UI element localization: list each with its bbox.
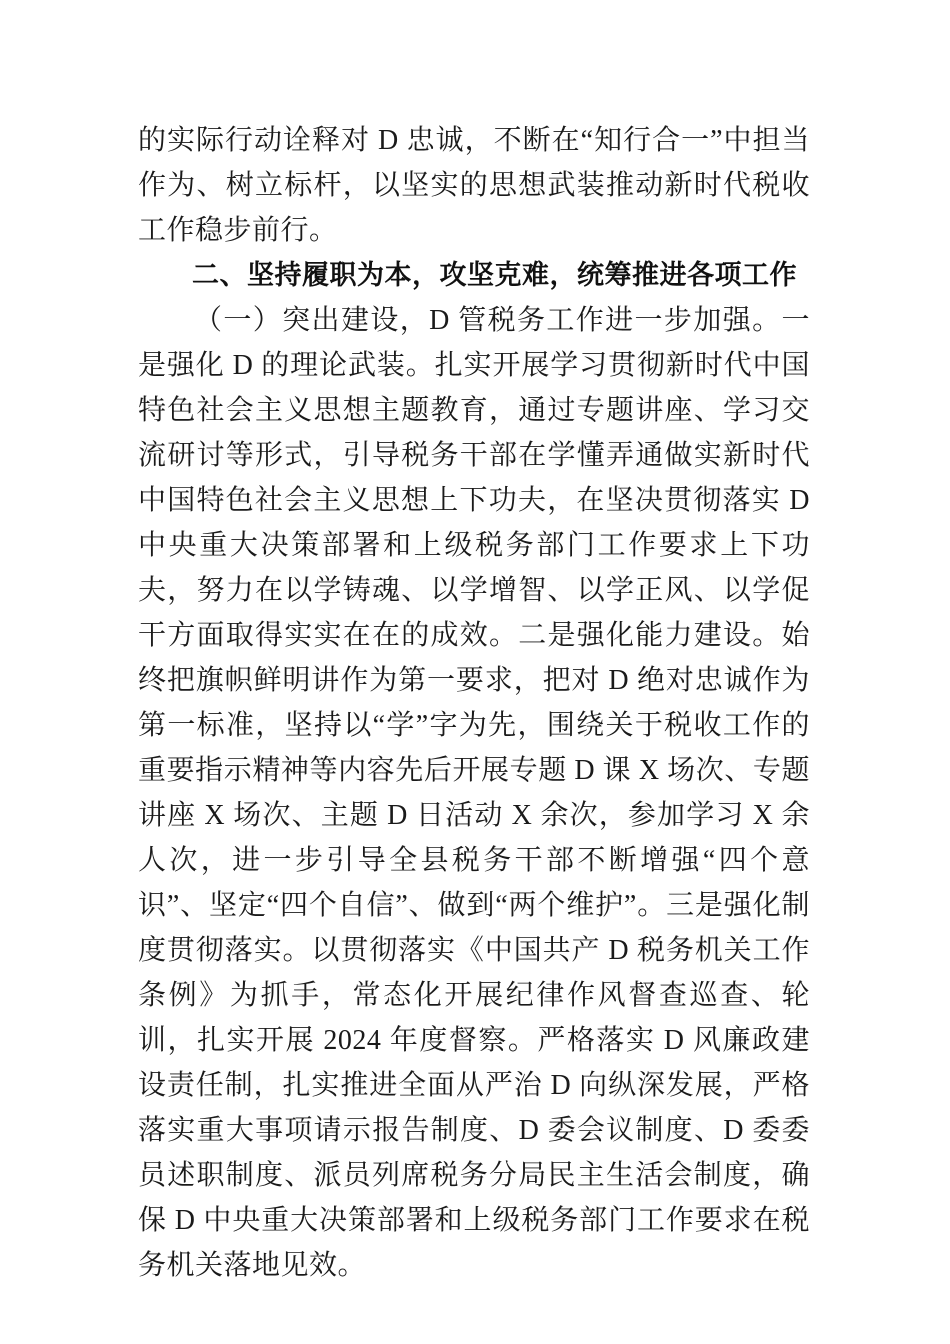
paragraph-body: （一）突出建设，D 管税务工作进一步加强。一是强化 D 的理论武装。扎实开展学习贯彻新时代中国特色社会主义思想主题教育，通过专题讲座、学习交流研讨等形式，引导税务干部在学懂弄通做实新时代中国特色社会主义思想上下功夫，在坚决贯彻落实 D 中央重大决策部署和上级税务部门工作要求上下功夫，努力在以学铸魂、以学增智、以学正风、以学促干方面取得实实在在的成效。二是强化能力建设。始终把旗帜鲜明讲作为第一要求，把对 D 绝对忠诚作为第一标准，坚持以“学”字为先，围绕关于税收工作的重要指示精神等内容先后开展专题 D 课 X 场次、专题讲座 X 场次、主题 D 日活动 X 余次，参加学习 X 余人次，进一步引导全县税务干部不断增强“四个意识”、坚定“四个自信”、做到“两个维护”。三是强化制度贯彻落实。以贯彻落实《中国共产 D 税务机关工作条例》为抓手，常态化开展纪律作风督查巡查、轮训，扎实开展 2024 年度督察。严格落实 D 风廉政建设责任制，扎实推进全面从严治 D 向纵深发展，严格落实重大事项请示报告制度、D 委会议制度、D 委委员述职制度、派员列席税务分局民主生活会制度，确保 D 中央重大决策部署和上级税务部门工作要求在税务机关落地见效。 [138,305,810,1281]
paragraph-continuation: 的实际行动诠释对 D 忠诚，不断在“知行合一”中担当作为、树立标杆，以坚实的思想武装推动新时代税收工作稳步前行。 [138,125,810,246]
section-heading: 二、坚持履职为本，攻坚克难，统筹推进各项工作 [192,260,797,290]
